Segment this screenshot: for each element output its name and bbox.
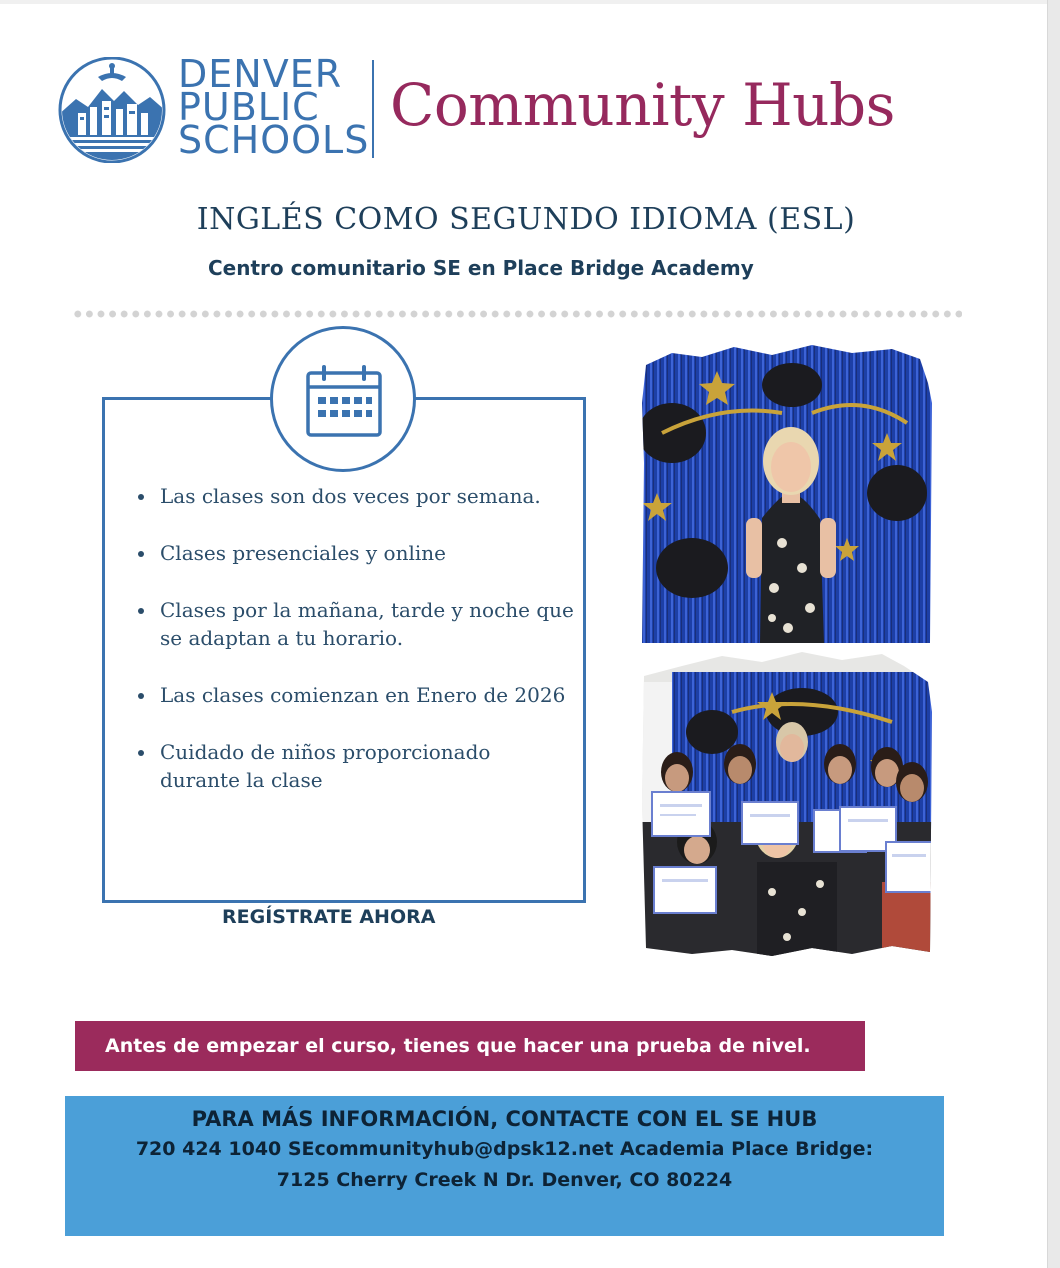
contact-title: PARA MÁS INFORMACIÓN, CONTACTE CON EL SE HUB <box>191 1107 818 1131</box>
page-top-edge <box>0 0 1060 4</box>
list-item: Clases por la mañana, tarde y noche que se adaptan a tu horario. <box>134 596 574 652</box>
logo-line-schools: SCHOOLS <box>178 118 370 162</box>
page-right-edge <box>1047 0 1060 1268</box>
list-item: Las clases son dos veces por semana. <box>134 482 574 510</box>
placement-test-banner: Antes de empezar el curso, tienes que hacer una prueba de nivel. <box>75 1021 865 1071</box>
page-title: INGLÉS COMO SEGUNDO IDIOMA (ESL) <box>196 202 856 237</box>
register-now-label: REGÍSTRATE AHORA <box>222 906 436 928</box>
contact-phone-email: 720 424 1040 SEcommunityhub@dpsk12.net Academia Place Bridge: <box>135 1138 874 1160</box>
class-info-list <box>134 482 574 823</box>
group-photo <box>642 652 932 956</box>
teacher-photo <box>642 343 932 643</box>
list-item: Cuidado de niños proporcionado durante la clase <box>134 738 574 794</box>
dps-wordmark <box>178 52 370 162</box>
list-item: Clases presenciales y online <box>134 539 574 567</box>
contact-box <box>65 1096 944 1236</box>
calendar-badge <box>270 326 416 472</box>
list-item: Las clases comienzan en Enero de 2026 <box>134 681 574 709</box>
dps-logo-icon <box>58 57 166 163</box>
logo-divider <box>372 60 374 158</box>
logo-line-denver: DENVER <box>178 52 343 96</box>
page-subtitle: Centro comunitario SE en Place Bridge Academy <box>208 256 754 280</box>
program-title: Community Hubs <box>390 71 895 139</box>
contact-address: 7125 Cherry Creek N Dr. Denver, CO 80224 <box>276 1169 733 1191</box>
calendar-icon <box>304 363 384 439</box>
logo-line-public: PUBLIC <box>178 85 320 129</box>
dotted-divider <box>72 309 962 319</box>
